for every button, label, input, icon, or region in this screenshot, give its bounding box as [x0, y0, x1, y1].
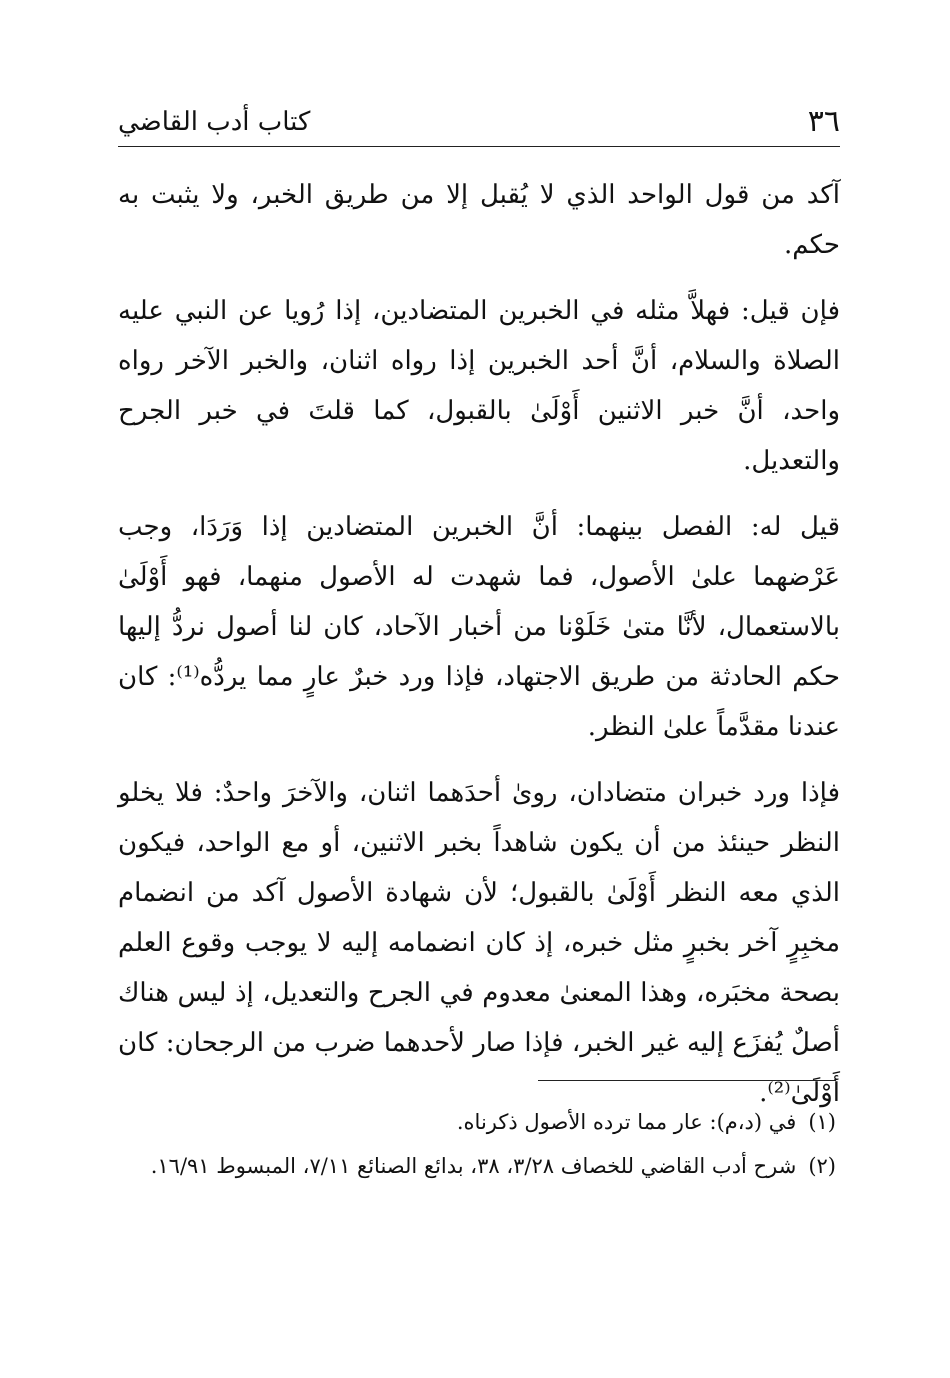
- footnote-2: [118, 1144, 836, 1188]
- paragraph: آكد من قول الواحد الذي لا يُقبل إلا من طريق الخبر، ولا يثبت به حكم.: [118, 180, 840, 260]
- footnote-marker: (١): [808, 1110, 836, 1134]
- running-title: كتاب أدب القاضي: [118, 107, 311, 137]
- footnote-1: [118, 1100, 836, 1144]
- page-number: ٣٦: [807, 104, 840, 139]
- footnote-marker: (٢): [808, 1154, 836, 1178]
- footnote-text: في (د،م): عار مما ترده الأصول ذكرناه.: [456, 1110, 797, 1134]
- main-text: [118, 170, 840, 1134]
- paragraph: فإذا ورد خبران متضادان، روىٰ أحدَهما اثنان، والآخرَ واحدٌ: فلا يخلو النظر حينئذ من أن يكون شاهداً بخبر الاثنين، أو مع الواحد، فيكون الذي معه النظر أَوْلَىٰ بالقبول؛ لأن شهادة الأصول آكد من انضمام مخبِرٍ آخر بخبرٍ مثل خبره، إذ كان انضمامه إليه لا يوجب وقوع العلم بصحة مخبَره، وهذا المعنىٰ معدوم في الجرح والتعديل، إذ ليس هناك أصلٌ يُفزَع إليه غير الخبر، فإذا صار لأحدهما ضرب من الرجحان: كان أَوْلَىٰ⁽²⁾.: [118, 778, 840, 1108]
- paragraph: فإن قيل: فهلاَّ مثله في الخبرين المتضادين، إذا رُويا عن النبي عليه الصلاة والسلام، أنَّ أحد الخبرين إذا رواه اثنان، والخبر الآخر رواه واحد، أنَّ خبر الاثنين أَوْلَىٰ بالقبول، كما قلتَ في خبر الجرح والتعديل.: [118, 296, 840, 476]
- footnote-separator: [538, 1080, 836, 1081]
- footnote-text: شرح أدب القاضي للخصاف ٣/٢٨، ٣٨، بدائع الصنائع ٧/١١، المبسوط ١٦/٩١.: [150, 1154, 797, 1178]
- page-header: [118, 100, 840, 147]
- paragraph: قيل له: الفصل بينهما: أنَّ الخبرين المتضادين إذا وَرَدَا، وجب عَرْضهما علىٰ الأصول، فما شهدت له الأصول منهما، فهو أَوْلَىٰ بالاستعمال، لأنَّا متىٰ خَلَوْنا من أخبار الآحاد، كان لنا أصول نردُّ إليها حكم الحادثة من طريق الاجتهاد، فإذا ورد خبرٌ عارٍ مما يردُّه⁽¹⁾: كان عندنا مقدَّماً علىٰ النظر.: [118, 512, 841, 742]
- footnotes: [118, 1100, 836, 1188]
